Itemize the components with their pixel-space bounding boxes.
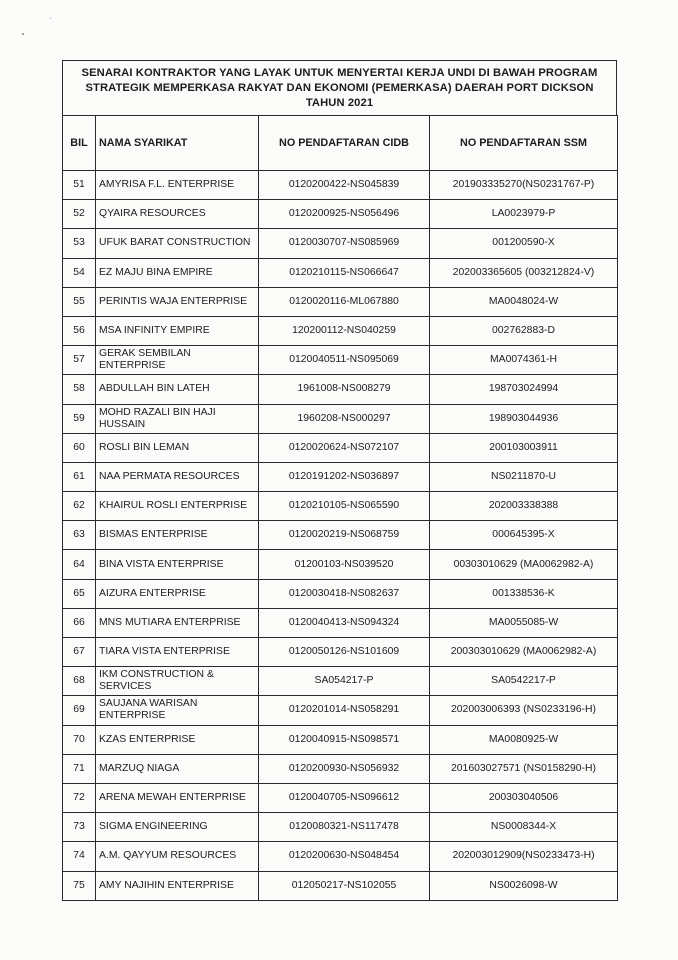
- cell-ssm: MA0055085-W: [430, 608, 618, 637]
- cell-ssm: 001338536-K: [430, 579, 618, 608]
- cell-cidb: 0120040511-NS095069: [259, 346, 430, 375]
- cell-ssm: 000645395-X: [430, 521, 618, 550]
- cell-cidb: 0120040915-NS098571: [259, 725, 430, 754]
- cell-bil: 52: [63, 200, 96, 229]
- cell-cidb: 0120080321-NS117478: [259, 813, 430, 842]
- table-row: [63, 521, 618, 550]
- cell-cidb: 0120191202-NS036897: [259, 462, 430, 491]
- cell-cidb: 0120050126-NS101609: [259, 638, 430, 667]
- table-row: [63, 316, 618, 345]
- cell-cidb: 0120200630-NS048454: [259, 842, 430, 871]
- cell-ssm: 202003012909(NS0233473-H): [430, 842, 618, 871]
- cell-bil: 74: [63, 842, 96, 871]
- cell-bil: 69: [63, 696, 96, 725]
- cell-nama-syarikat: IKM CONSTRUCTION & SERVICES: [96, 667, 259, 696]
- cell-ssm: 200303010629 (MA0062982-A): [430, 638, 618, 667]
- table-row: [63, 754, 618, 783]
- cell-ssm: NS0211870-U: [430, 462, 618, 491]
- cell-cidb: 0120020624-NS072107: [259, 433, 430, 462]
- cell-ssm: LA0023979-P: [430, 200, 618, 229]
- cell-bil: 73: [63, 813, 96, 842]
- cell-ssm: 198903044936: [430, 404, 618, 433]
- table-row: [63, 492, 618, 521]
- cell-cidb: 1960208-NS000297: [259, 404, 430, 433]
- cell-nama-syarikat: BISMAS ENTERPRISE: [96, 521, 259, 550]
- cell-nama-syarikat: NAA PERMATA RESOURCES: [96, 462, 259, 491]
- cell-cidb: 0120030418-NS082637: [259, 579, 430, 608]
- cell-nama-syarikat: PERINTIS WAJA ENTERPRISE: [96, 287, 259, 316]
- cell-bil: 54: [63, 258, 96, 287]
- cell-nama-syarikat: EZ MAJU BINA EMPIRE: [96, 258, 259, 287]
- cell-cidb: 01200103-NS039520: [259, 550, 430, 579]
- cell-bil: 59: [63, 404, 96, 433]
- cell-bil: 61: [63, 462, 96, 491]
- cell-ssm: 201903335270(NS0231767-P): [430, 171, 618, 200]
- title-line-3: TAHUN 2021: [305, 96, 374, 109]
- table-row: [63, 579, 618, 608]
- header-no-pendaftaran-ssm: NO PENDAFTARAN SSM: [430, 116, 618, 171]
- table-row: [63, 200, 618, 229]
- cell-cidb: 0120210115-NS066647: [259, 258, 430, 287]
- contractor-table: [62, 115, 618, 901]
- cell-cidb: 012050217-NS102055: [259, 871, 430, 900]
- cell-bil: 62: [63, 492, 96, 521]
- cell-ssm: 00303010629 (MA0062982-A): [430, 550, 618, 579]
- cell-ssm: 198703024994: [430, 375, 618, 404]
- cell-cidb: 0120210105-NS065590: [259, 492, 430, 521]
- cell-nama-syarikat: ARENA MEWAH ENTERPRISE: [96, 783, 259, 812]
- cell-cidb: 0120040413-NS094324: [259, 608, 430, 637]
- cell-nama-syarikat: MARZUQ NIAGA: [96, 754, 259, 783]
- cell-nama-syarikat: TIARA VISTA ENTERPRISE: [96, 638, 259, 667]
- table-row: [63, 667, 618, 696]
- document-sheet: [62, 60, 617, 901]
- cell-bil: 58: [63, 375, 96, 404]
- cell-cidb: 0120030707-NS085969: [259, 229, 430, 258]
- cell-bil: 66: [63, 608, 96, 637]
- cell-nama-syarikat: MNS MUTIARA ENTERPRISE: [96, 608, 259, 637]
- cell-cidb: 0120200930-NS056932: [259, 754, 430, 783]
- table-row: [63, 783, 618, 812]
- cell-nama-syarikat: QYAIRA RESOURCES: [96, 200, 259, 229]
- table-row: [63, 638, 618, 667]
- cell-cidb: 0120201014-NS058291: [259, 696, 430, 725]
- table-row: [63, 258, 618, 287]
- cell-ssm: MA0074361-H: [430, 346, 618, 375]
- table-row: [63, 229, 618, 258]
- cell-ssm: MA0048024-W: [430, 287, 618, 316]
- cell-nama-syarikat: SIGMA ENGINEERING: [96, 813, 259, 842]
- table-row: [63, 550, 618, 579]
- cell-ssm: MA0080925-W: [430, 725, 618, 754]
- cell-ssm: 001200590-X: [430, 229, 618, 258]
- cell-bil: 67: [63, 638, 96, 667]
- cell-nama-syarikat: AMYRISA F.L. ENTERPRISE: [96, 171, 259, 200]
- title-line-2: STRATEGIK MEMPERKASA RAKYAT DAN EKONOMI (PEMERKASA) DAERAH PORT DICKSON: [85, 81, 594, 94]
- cell-ssm: SA0542217-P: [430, 667, 618, 696]
- cell-nama-syarikat: MSA INFINITY EMPIRE: [96, 316, 259, 345]
- cell-cidb: 120200112-NS040259: [259, 316, 430, 345]
- cell-bil: 63: [63, 521, 96, 550]
- cell-nama-syarikat: ABDULLAH BIN LATEH: [96, 375, 259, 404]
- cell-cidb: 0120200925-NS056496: [259, 200, 430, 229]
- cell-bil: 72: [63, 783, 96, 812]
- cell-bil: 51: [63, 171, 96, 200]
- cell-nama-syarikat: GERAK SEMBILAN ENTERPRISE: [96, 346, 259, 375]
- cell-ssm: 202003338388: [430, 492, 618, 521]
- cell-bil: 53: [63, 229, 96, 258]
- cell-cidb: SA054217-P: [259, 667, 430, 696]
- cell-nama-syarikat: A.M. QAYYUM RESOURCES: [96, 842, 259, 871]
- header-no-pendaftaran-cidb: NO PENDAFTARAN CIDB: [259, 116, 430, 171]
- cell-ssm: 200303040506: [430, 783, 618, 812]
- cell-ssm: NS0008344-X: [430, 813, 618, 842]
- cell-ssm: 201603027571 (NS0158290-H): [430, 754, 618, 783]
- cell-nama-syarikat: MOHD RAZALI BIN HAJI HUSSAIN: [96, 404, 259, 433]
- table-row: [63, 375, 618, 404]
- cell-nama-syarikat: SAUJANA WARISAN ENTERPRISE: [96, 696, 259, 725]
- table-row: [63, 404, 618, 433]
- table-row: [63, 813, 618, 842]
- cell-bil: 55: [63, 287, 96, 316]
- table-row: [63, 171, 618, 200]
- cell-bil: 60: [63, 433, 96, 462]
- cell-nama-syarikat: AIZURA ENTERPRISE: [96, 579, 259, 608]
- cell-bil: 56: [63, 316, 96, 345]
- cell-cidb: 1961008-NS008279: [259, 375, 430, 404]
- cell-nama-syarikat: AMY NAJIHIN ENTERPRISE: [96, 871, 259, 900]
- title-box: [62, 60, 617, 115]
- cell-ssm: 200103003911: [430, 433, 618, 462]
- cell-bil: 75: [63, 871, 96, 900]
- table-body: [63, 171, 618, 901]
- cell-ssm: 202003365605 (003212824-V): [430, 258, 618, 287]
- cell-ssm: NS0026098-W: [430, 871, 618, 900]
- cell-cidb: 0120020116-ML067880: [259, 287, 430, 316]
- cell-nama-syarikat: UFUK BARAT CONSTRUCTION: [96, 229, 259, 258]
- title-line-1: SENARAI KONTRAKTOR YANG LAYAK UNTUK MENYERTAI KERJA UNDI DI BAWAH PROGRAM: [81, 66, 598, 79]
- cell-cidb: 0120200422-NS045839: [259, 171, 430, 200]
- table-row: [63, 696, 618, 725]
- cell-nama-syarikat: BINA VISTA ENTERPRISE: [96, 550, 259, 579]
- table-row: [63, 842, 618, 871]
- cell-nama-syarikat: KZAS ENTERPRISE: [96, 725, 259, 754]
- cell-nama-syarikat: ROSLI BIN LEMAN: [96, 433, 259, 462]
- cell-bil: 71: [63, 754, 96, 783]
- cell-bil: 57: [63, 346, 96, 375]
- table-row: [63, 287, 618, 316]
- cell-cidb: 0120020219-NS068759: [259, 521, 430, 550]
- table-row: [63, 346, 618, 375]
- cell-ssm: 002762883-D: [430, 316, 618, 345]
- cell-bil: 68: [63, 667, 96, 696]
- table-row: [63, 871, 618, 900]
- cell-cidb: 0120040705-NS096612: [259, 783, 430, 812]
- scan-speck: [22, 33, 24, 35]
- scan-speck: [50, 18, 51, 19]
- cell-bil: 65: [63, 579, 96, 608]
- table-row: [63, 462, 618, 491]
- table-header: [63, 116, 618, 171]
- cell-ssm: 202003006393 (NS0233196-H): [430, 696, 618, 725]
- cell-bil: 64: [63, 550, 96, 579]
- header-bil: BIL: [63, 116, 96, 171]
- cell-nama-syarikat: KHAIRUL ROSLI ENTERPRISE: [96, 492, 259, 521]
- table-row: [63, 608, 618, 637]
- header-nama-syarikat: NAMA SYARIKAT: [96, 116, 259, 171]
- table-row: [63, 725, 618, 754]
- table-row: [63, 433, 618, 462]
- cell-bil: 70: [63, 725, 96, 754]
